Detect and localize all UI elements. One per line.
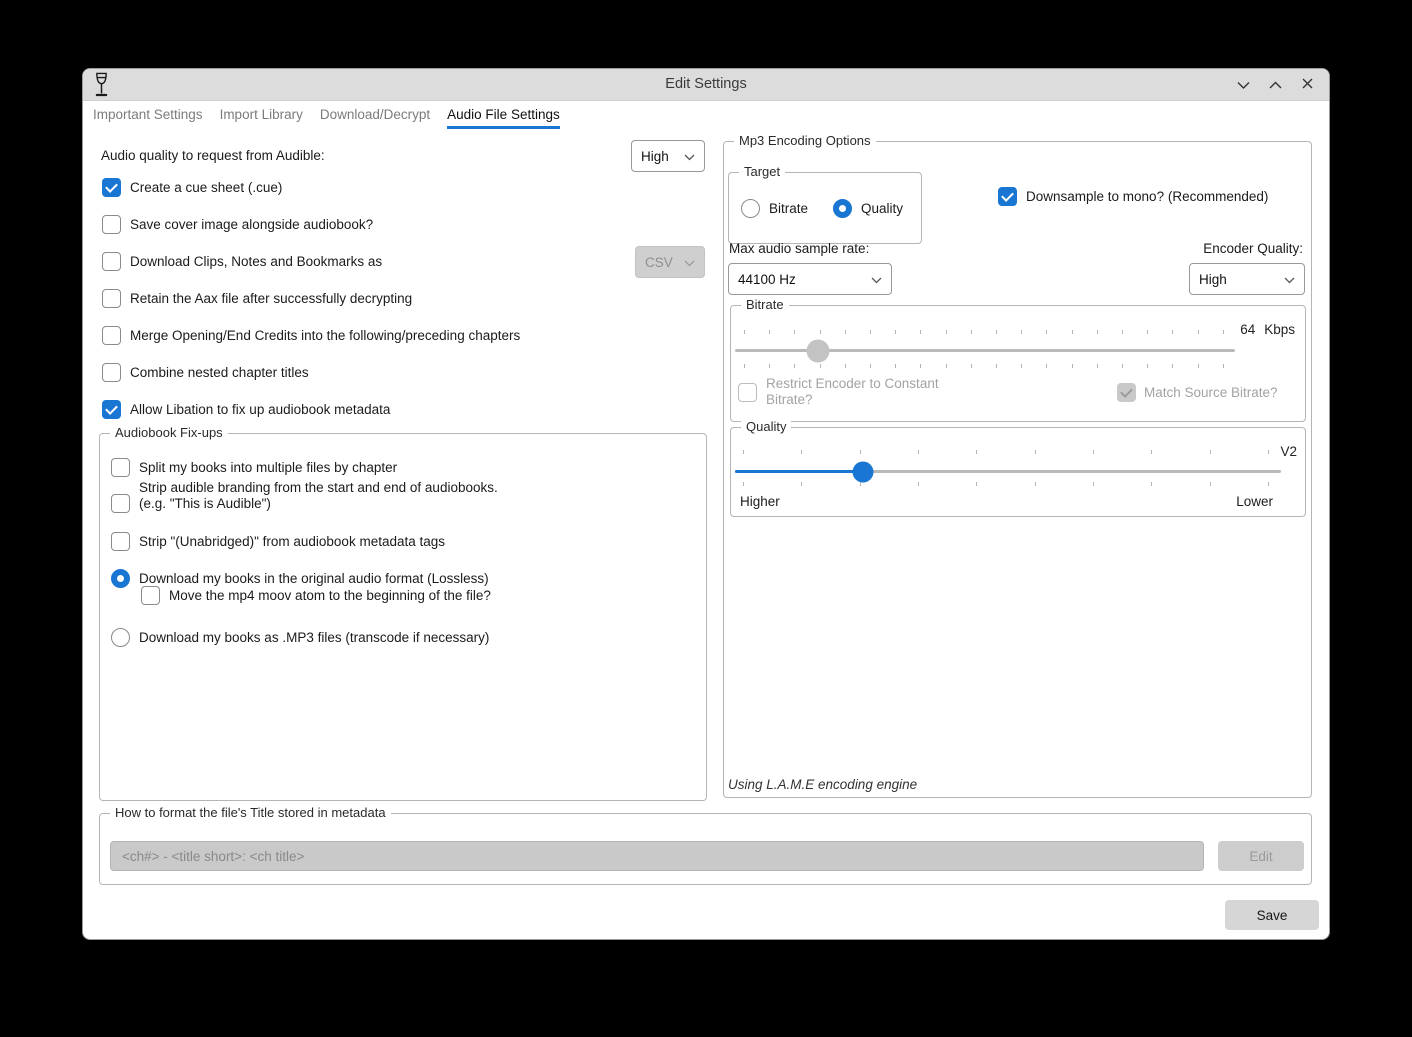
tab-important-settings[interactable]: Important Settings bbox=[93, 107, 203, 122]
group-title: Bitrate bbox=[741, 297, 789, 312]
quality-value bbox=[1280, 444, 1297, 459]
checkbox-label: Strip audible branding from the start and end of audiobooks. (e.g. "This is Audible") bbox=[139, 480, 498, 511]
encoder-quality-dropdown[interactable] bbox=[1189, 263, 1305, 295]
radio-row bbox=[111, 628, 489, 647]
close-button[interactable] bbox=[1295, 73, 1319, 97]
group-title: Audiobook Fix-ups bbox=[110, 425, 228, 440]
merge-credits-checkbox[interactable] bbox=[102, 326, 121, 345]
checkbox-label: Allow Libation to fix up audiobook metadata bbox=[130, 402, 391, 417]
checkbox-label: Downsample to mono? (Recommended) bbox=[1026, 189, 1269, 204]
group-title: Quality bbox=[741, 419, 791, 434]
group-title: Target bbox=[739, 164, 785, 179]
checkbox-row bbox=[102, 178, 282, 197]
checkbox-row bbox=[102, 326, 520, 345]
checkbox-label: Download Clips, Notes and Bookmarks as bbox=[130, 254, 383, 269]
download-clips-checkbox[interactable] bbox=[102, 252, 121, 271]
checkbox-row bbox=[102, 363, 309, 382]
strip-branding-checkbox[interactable] bbox=[111, 494, 130, 513]
fix-metadata-checkbox[interactable] bbox=[102, 400, 121, 419]
tab-audio-file-settings[interactable]: Audio File Settings bbox=[447, 101, 560, 129]
checkbox-row bbox=[102, 400, 390, 419]
checkbox-label: Restrict Encoder to Constant Bitrate? bbox=[766, 376, 939, 407]
split-by-chapter-checkbox[interactable] bbox=[111, 458, 130, 477]
bitrate-value bbox=[1240, 322, 1295, 337]
checkbox-label: Create a cue sheet (.cue) bbox=[130, 180, 283, 195]
checkbox-label: Move the mp4 moov atom to the beginning of the file? bbox=[169, 588, 491, 603]
bitrate-number: 64 bbox=[1240, 322, 1256, 337]
quality-ticks-bottom bbox=[743, 482, 1269, 486]
chevron-down-icon bbox=[871, 272, 882, 287]
target-quality-radio[interactable] bbox=[833, 199, 852, 218]
edit-button: Edit bbox=[1218, 841, 1304, 871]
download-mp3-radio[interactable] bbox=[111, 628, 130, 647]
radio-label: Download my books in the original audio format (Lossless) bbox=[139, 571, 489, 586]
restrict-constant-bitrate-checkbox bbox=[738, 383, 757, 402]
chevron-down-icon bbox=[684, 255, 695, 270]
audio-quality-label: Audio quality to request from Audible: bbox=[101, 148, 325, 163]
combine-chapter-titles-checkbox[interactable] bbox=[102, 363, 121, 382]
save-button[interactable]: Save bbox=[1225, 900, 1319, 930]
radio-label: Quality bbox=[861, 201, 904, 216]
chevron-down-icon bbox=[684, 149, 695, 164]
tab-download-decrypt[interactable]: Download/Decrypt bbox=[319, 107, 431, 122]
match-source-bitrate-checkbox bbox=[1117, 383, 1136, 402]
target-bitrate-radio[interactable] bbox=[741, 199, 760, 218]
checkbox-row bbox=[141, 586, 491, 605]
window-title: Edit Settings bbox=[665, 76, 747, 92]
radio-label: Bitrate bbox=[769, 201, 809, 216]
minimize-button[interactable] bbox=[1231, 73, 1255, 97]
quality-slider-thumb[interactable] bbox=[852, 461, 873, 482]
group-title: How to format the file's Title stored in metadata bbox=[110, 805, 391, 820]
audiobook-fixups-group bbox=[99, 425, 707, 801]
strip-unabridged-checkbox[interactable] bbox=[111, 532, 130, 551]
clips-format-dropdown bbox=[635, 246, 705, 278]
bitrate-slider-thumb bbox=[807, 339, 830, 362]
encoder-quality-label: Encoder Quality: bbox=[1203, 241, 1303, 256]
bitrate-unit: Kbps bbox=[1264, 322, 1295, 337]
group-title: Mp3 Encoding Options bbox=[734, 133, 876, 148]
radio-label: Download my books as .MP3 files (transcode if necessary) bbox=[139, 630, 490, 645]
checkbox-row bbox=[111, 458, 397, 477]
encoding-engine-note: Using L.A.M.E encoding engine bbox=[728, 777, 918, 792]
audio-quality-dropdown[interactable] bbox=[631, 140, 705, 172]
edit-settings-window bbox=[82, 68, 1330, 940]
sample-rate-label: Max audio sample rate: bbox=[729, 241, 870, 256]
bitrate-slider bbox=[735, 349, 1235, 352]
titlebar[interactable] bbox=[83, 69, 1329, 101]
checkbox-row bbox=[111, 532, 445, 551]
checkbox-label: Retain the Aax file after successfully decrypting bbox=[130, 291, 413, 306]
download-lossless-radio[interactable] bbox=[111, 569, 130, 588]
checkbox-label: Match Source Bitrate? bbox=[1144, 385, 1278, 400]
mp3-encoding-options-group bbox=[723, 133, 1312, 798]
tab-import-library[interactable]: Import Library bbox=[219, 107, 303, 122]
title-format-group bbox=[99, 805, 1312, 885]
bitrate-group bbox=[730, 297, 1306, 422]
downsample-mono-checkbox[interactable] bbox=[998, 187, 1017, 206]
checkbox-label: Combine nested chapter titles bbox=[130, 365, 309, 380]
checkbox-row bbox=[998, 187, 1268, 206]
quality-group bbox=[730, 419, 1306, 517]
radio-row bbox=[741, 199, 808, 218]
sample-rate-value: 44100 Hz bbox=[738, 271, 796, 287]
encoder-quality-value: High bbox=[1199, 271, 1227, 287]
chevron-up-icon bbox=[1268, 78, 1283, 93]
checkbox-label: Save cover image alongside audiobook? bbox=[130, 217, 374, 232]
bitrate-ticks-bottom bbox=[744, 364, 1224, 368]
clips-format-value: CSV bbox=[645, 254, 673, 270]
checkbox-row bbox=[102, 252, 382, 271]
create-cue-sheet-checkbox[interactable] bbox=[102, 178, 121, 197]
checkbox-label: Strip "(Unabridged)" from audiobook metadata tags bbox=[139, 534, 445, 549]
sample-rate-dropdown[interactable] bbox=[728, 263, 892, 295]
quality-slider-fill bbox=[735, 470, 863, 473]
checkbox-label: Split my books into multiple files by chapter bbox=[139, 460, 398, 475]
close-icon bbox=[1301, 77, 1314, 93]
checkbox-row bbox=[102, 215, 373, 234]
radio-row bbox=[833, 199, 903, 218]
quality-slider[interactable] bbox=[735, 470, 1281, 473]
quality-v-number: V2 bbox=[1280, 444, 1297, 459]
tab-bar bbox=[83, 101, 1329, 129]
quality-lower-label: Lower bbox=[1236, 494, 1273, 509]
quality-ticks-top bbox=[743, 450, 1269, 454]
retain-aax-checkbox[interactable] bbox=[102, 289, 121, 308]
bitrate-ticks-top bbox=[744, 330, 1224, 334]
chevron-down-icon bbox=[1284, 272, 1295, 287]
chevron-down-icon bbox=[1236, 78, 1251, 93]
audio-quality-value: High bbox=[641, 148, 669, 164]
checkbox-label: Merge Opening/End Credits into the following/preceding chapters bbox=[130, 328, 521, 343]
target-group bbox=[728, 164, 922, 244]
save-cover-image-checkbox[interactable] bbox=[102, 215, 121, 234]
quality-higher-label: Higher bbox=[740, 494, 780, 509]
title-format-input: <ch#> - <title short>: <ch title> bbox=[110, 841, 1204, 871]
moov-atom-checkbox[interactable] bbox=[141, 586, 160, 605]
window-controls bbox=[1231, 73, 1319, 97]
checkbox-row bbox=[102, 289, 412, 308]
maximize-button[interactable] bbox=[1263, 73, 1287, 97]
